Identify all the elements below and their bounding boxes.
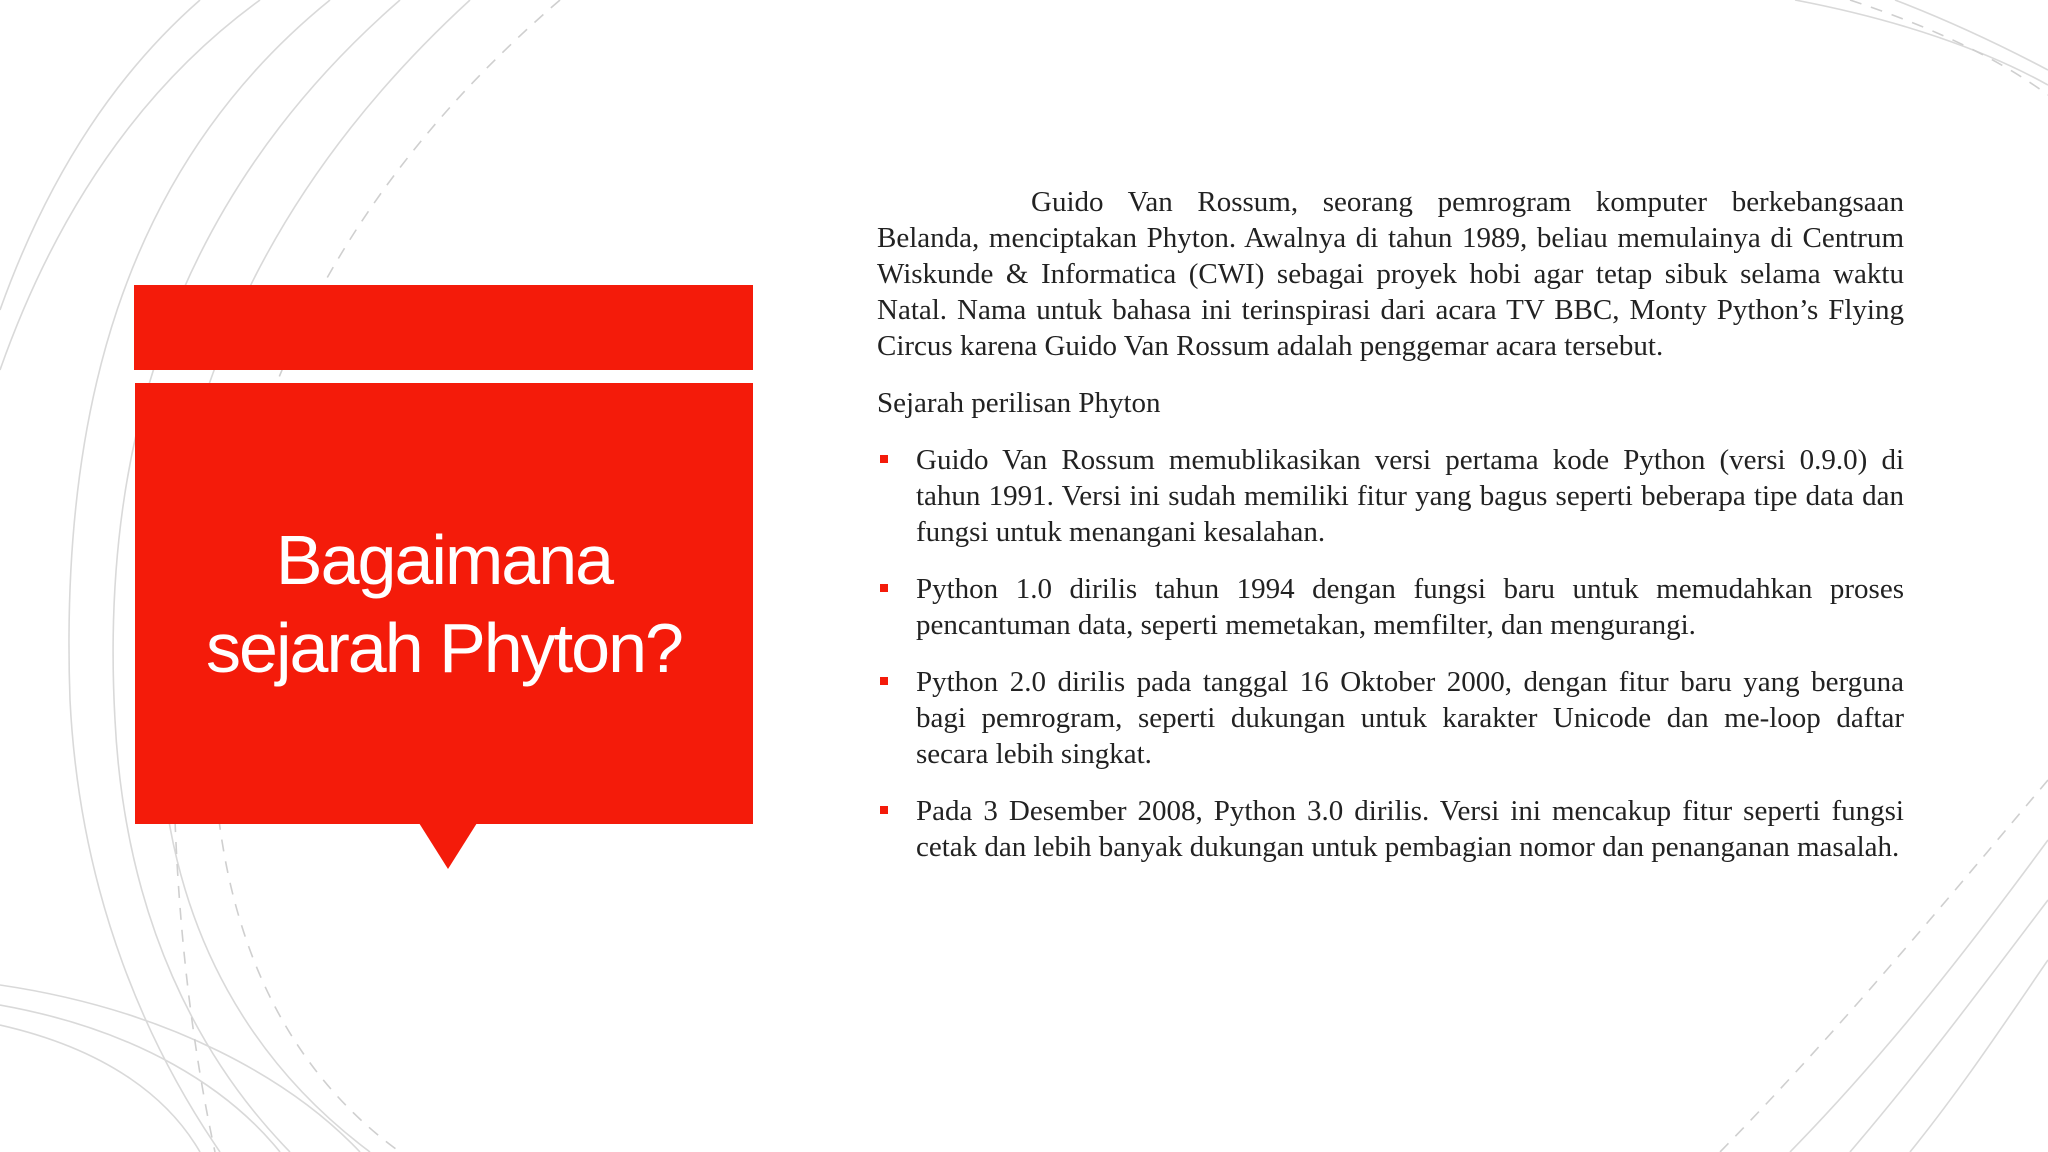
list-item bbox=[877, 793, 1904, 865]
intro-paragraph: Guido Van Rossum, seorang pemrogram komputer berkebangsaan Belanda, menciptakan Phyton. Awalnya di tahun 1989, beliau memulainya di Centrum Wiskunde & Informatica (CWI) sebagai proyek hobi agar tetap sibuk selama waktu Natal. Nama untuk bahasa ini terinspirasi dari acara TV BBC, Monty Python’s Flying Circus karena Guido Van Rossum adalah penggemar acara tersebut. bbox=[877, 186, 1904, 362]
release-history-heading: Sejarah perilisan Phyton bbox=[877, 387, 1161, 419]
slide-title-line-1: Bagaimana bbox=[275, 520, 613, 599]
list-item bbox=[877, 571, 1904, 643]
list-item bbox=[877, 664, 1904, 772]
list-item-text: Guido Van Rossum memublikasikan versi pertama kode Python (versi 0.9.0) di tahun 1991. Versi ini sudah memiliki fitur yang bagus seperti beberapa tipe data dan fungsi untuk menangani kesalahan. bbox=[916, 444, 1904, 548]
square-bullet-icon bbox=[880, 806, 888, 814]
list-item-text: Python 2.0 dirilis pada tanggal 16 Oktober 2000, dengan fitur baru yang berguna bagi pemrogram, seperti dukungan untuk karakter Unicode dan me-loop daftar secara lebih singkat. bbox=[916, 666, 1904, 770]
square-bullet-icon bbox=[880, 584, 888, 592]
square-bullet-icon bbox=[880, 677, 888, 685]
title-accent-bar bbox=[134, 285, 753, 370]
square-bullet-icon bbox=[880, 455, 888, 463]
slide-title-line-2: sejarah Phyton? bbox=[206, 608, 682, 687]
list-item-text: Pada 3 Desember 2008, Python 3.0 dirilis. Versi ini mencakup fitur seperti fungsi cetak dan lebih banyak dukungan untuk pembagian nomor dan penanganan masalah. bbox=[916, 795, 1904, 863]
list-item-text: Python 1.0 dirilis tahun 1994 dengan fungsi baru untuk memudahkan proses pencantuman data, seperti memetakan, memfilter, dan mengurangi. bbox=[916, 573, 1904, 641]
list-item bbox=[877, 442, 1904, 550]
release-list bbox=[877, 442, 1904, 865]
content-body bbox=[877, 184, 1904, 886]
slide-title bbox=[206, 516, 682, 692]
callout-pointer bbox=[419, 823, 477, 869]
title-callout-box bbox=[135, 383, 753, 824]
